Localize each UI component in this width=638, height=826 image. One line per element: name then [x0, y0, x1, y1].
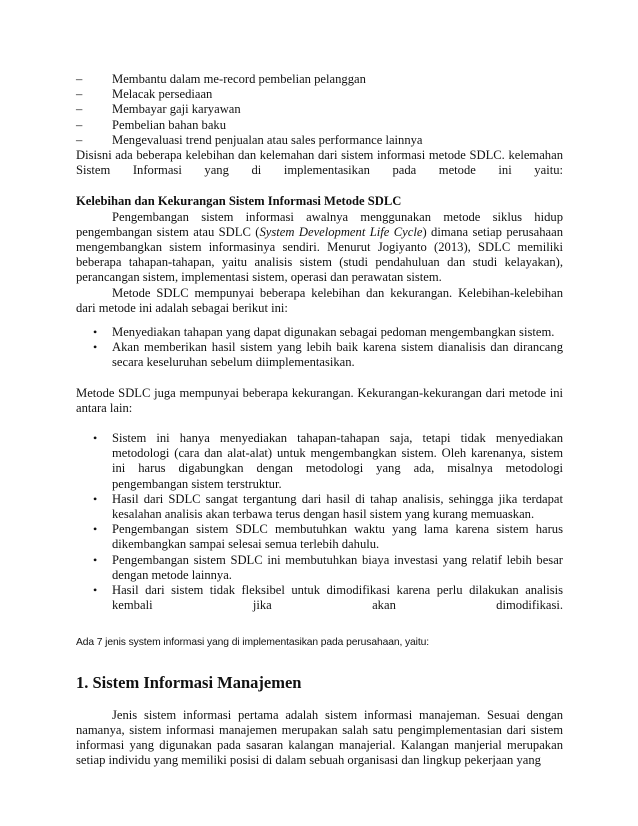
dash-list-item: [76, 133, 563, 148]
kekurangan-list: [76, 431, 563, 613]
kekurangan-item-text: Pengembangan sistem SDLC ini membutuhkan biaya investasi yang relatif lebih besar dengan metode lainnya.: [112, 552, 563, 582]
bullet-icon: •: [93, 324, 98, 339]
dash-list: [76, 72, 563, 148]
dash-item-text: Membayar gaji karyawan: [112, 102, 241, 117]
paragraph-kekurangan-intro: Metode SDLC juga mempunyai beberapa kekurangan. Kekurangan-kekurangan dari metode ini antara lain:: [76, 385, 563, 415]
section-1-paragraph: Jenis sistem informasi pertama adalah sistem informasi manajeman. Sesuai dengan namanya, sistem informasi manajemen merupakan salah satu pengimplementasian dari sistem informasi yang digunakan pada sasaran kalangan manajerial. Kalangan manjerial merupakan setiap individu yang memiliki posisi di dalam sebuah organisasi dan lingkup pekerjaan yang: [76, 707, 563, 768]
paragraph-pengembangan: [76, 210, 563, 286]
para1-text-b: ) dimana setiap perusahaan mengembangkan sistem informasinya sendiri. Menurut Jogiyanto (2013), SDLC memiliki beberapa tahapan-tahapan, yaitu analisis sistem (studi pendahuluan dan studi kelayakan), perancangan sistem, implementasi sistem, operasi dan perawatan sistem.: [76, 224, 563, 285]
kekurangan-item: [76, 553, 563, 583]
intro-line-1: Disisni ada beberapa kelebihan dan kelemahan dari sistem informasi metode SDLC. kelemahan: [76, 147, 563, 162]
dash-list-item: [76, 118, 563, 133]
kekurangan-item-text: Pengembangan sistem SDLC membutuhkan waktu yang lama karena sistem harus dikembangkan sampai selesai semua terlebih dahulu.: [112, 522, 563, 552]
dash-symbol: –: [76, 72, 83, 86]
dash-list-item: [76, 87, 563, 102]
kekurangan-item-text: Hasil dari SDLC sangat tergantung dari hasil di tahap analisis, sehingga jika terdapat kesalahan analisis akan terbawa terus dengan hasil sistem yang kurang memuaskan.: [112, 491, 563, 521]
para1-text-a: Pengembangan sistem informasi awalnya menggunakan metode siklus hidup pengembangan sistem atau SDLC (: [76, 209, 563, 239]
seven-types-line: Ada 7 jenis system informasi yang di implementasikan pada perusahaan, yaitu:: [76, 637, 429, 649]
intro-line-2: Sistem Informasi yang di implementasikan pada metode ini yaitu:: [76, 163, 563, 178]
bullet-icon: •: [93, 491, 98, 506]
dash-list-item: [76, 72, 563, 87]
kekurangan-item-text: Hasil dari sistem tidak fleksibel untuk dimodifikasi karena perlu dilakukan analisis kembali jika akan dimodifikasi.: [112, 583, 563, 613]
dash-list-item: [76, 102, 563, 117]
dash-symbol: –: [76, 87, 83, 102]
kelebihan-item: [76, 325, 563, 340]
kelebihan-heading: Kelebihan dan Kekurangan Sistem Informasi Metode SDLC: [76, 194, 402, 209]
dash-symbol: –: [76, 132, 83, 147]
kelebihan-item: [76, 340, 563, 370]
bullet-icon: •: [93, 340, 98, 355]
kekurangan-item: [76, 492, 563, 522]
kekurangan-item: [76, 431, 563, 492]
dash-symbol: –: [76, 102, 83, 117]
bullet-icon: •: [93, 552, 98, 567]
para1-italic-term: System Development Life Cycle: [259, 224, 423, 239]
dash-item-text: Melacak persediaan: [112, 87, 213, 102]
kelebihan-list: [76, 325, 563, 371]
dash-item-text: Membantu dalam me-record pembelian pelanggan: [112, 72, 366, 86]
paragraph-kelebihan-intro: Metode SDLC mempunyai beberapa kelebihan dan kekurangan. Kelebihan-kelebihan dari metode ini adalah sebagai berikut ini:: [76, 285, 563, 315]
dash-item-text: Pembelian bahan baku: [112, 117, 227, 132]
bullet-icon: •: [93, 522, 98, 537]
dash-item-text: Mengevaluasi trend penjualan atau sales performance lainnya: [112, 132, 423, 147]
kekurangan-item: [76, 583, 563, 613]
kekurangan-item-text: Sistem ini hanya menyediakan tahapan-tahapan saja, tetapi tidak menyediakan metodologi (cara dan alat-alat) untuk mengembangkan sistem. Oleh karenanya, sistem ini harus digabungkan dengan metodologi yang ada, misalnya metodologi pengembangan sistem terstruktur.: [112, 430, 563, 491]
section-1-title: 1. Sistem Informasi Manajemen: [76, 672, 302, 692]
kekurangan-item: [76, 522, 563, 552]
bullet-icon: •: [93, 583, 98, 598]
dash-symbol: –: [76, 117, 83, 132]
bullet-icon: •: [93, 430, 98, 445]
document-page: [76, 72, 563, 768]
kelebihan-item-text: Menyediakan tahapan yang dapat digunakan sebagai pedoman mengembangkan sistem.: [112, 324, 555, 339]
kelebihan-item-text: Akan memberikan hasil sistem yang lebih baik karena sistem dianalisis dan dirancang secara keseluruhan sebelum diimplementasikan.: [112, 340, 563, 370]
